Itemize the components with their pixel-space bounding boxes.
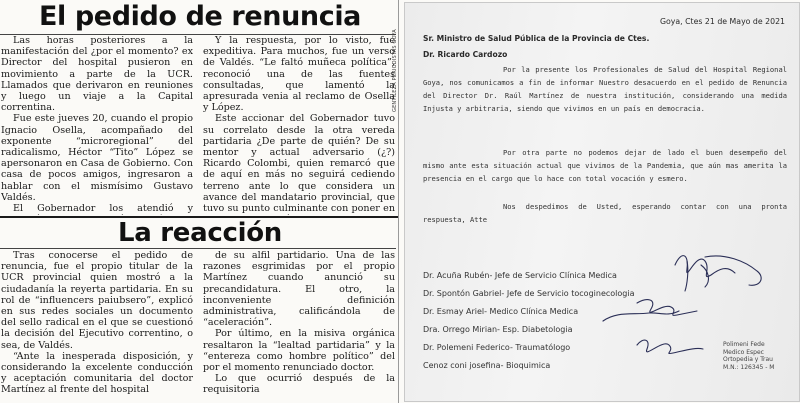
stamp-line: M.N.: 126345 - M: [723, 363, 775, 371]
paragraph: de su alfil partidario. Una de las razones esgrimidas por el propio Martínez cuando anunció su precandidatura. El otro, la inconveniente definición administrativa, calificándola de “aceleración”.: [203, 250, 395, 329]
paragraph: “Ante la inesperada disposición, y considerando la excelente conducción y aceptación comunitaria del doctor Martínez al frente del hospital: [1, 350, 193, 396]
stamp-line: Ortopedia y Trau: [723, 356, 773, 363]
doctor-stamp: [723, 341, 793, 371]
signer-1: Dr. Acuña Rubén- Jefe de Servicio Clínica Medica: [423, 271, 617, 280]
signer-6: Cenoz coni josefina- Bioquimica: [423, 361, 551, 370]
paragraph: El Gobernador los atendió y: [13, 203, 193, 215]
letter-text: Por otra parte no podemos dejar de lado el buen desempeño del mismo ante esta situación actual que vivimos de la Pandemia, que aún mas amerita la presencia en el cargo que lo hace con total vocación y esmero.: [423, 148, 787, 183]
paragraph: Fue este jueves 20, cuando el propio Ignacio Osella, acompañado del exponente “microregional” del radicalismo, Héctor “Tito” López se apersonaron en Casa de Gobierno. Con casa de pocos amigos, ingresaron a hablar con el mismísimo Gustavo Valdés.: [1, 113, 193, 203]
photo-credit-strip: GENTILEZA PERIODISTAS GOYA: [392, 29, 398, 112]
signer-5: Dr. Polemeni Federico- Traumatólogo: [423, 343, 571, 352]
article2-column1: [1, 250, 193, 403]
article1-column2: [203, 35, 395, 215]
signer-2: Dr. Spontón Gabriel- Jefe de Servicio tocoginecologia: [423, 289, 635, 298]
letter-photo: [404, 2, 800, 402]
letter-text: Por la presente los Profesionales de Salud del Hospital Regional Goya, nos comunicamos a fin de informar Nuestro desacuerdo en el pedido de Renuncia del Director Dr. Raúl Martínez de nuestra institución, considerando una medida Injusta y arbitraria, siendo que vivimos en un país en democracia.: [423, 65, 787, 113]
letter-doctor: Dr. Ricardo Cardozo: [423, 50, 508, 59]
stamp-line: Medico Espec: [723, 348, 764, 356]
headline-pedido-de-renuncia: El pedido de renuncia: [38, 1, 361, 32]
letter-addressee: Sr. Ministro de Salud Pública de la Provincia de Ctes.: [423, 34, 650, 43]
paragraph: Este accionar del Gobernador tuvo su correlato desde la otra vereda partidaria ¿De parte de quién? De su mentor y actual adversario (¿?) Ricardo Colombi, quien remarcó que de aquí en más no seguirá cediendo terreno ante lo que considera un avance del mandatario provincial, que tuvo su punto culminante con poner en: [203, 113, 395, 215]
article2-column2: [203, 250, 395, 403]
paragraph: Por último, en la misiva orgánica resaltaron la “lealtad partidaria” y la “entereza como hombre político” del por el momento renunciado doctor.: [203, 328, 395, 374]
headline-la-reaccion: La reacción: [118, 218, 282, 248]
article1-column1: [1, 35, 193, 215]
paragraph: Lo que ocurrió después de la requisitoria: [203, 373, 395, 396]
paragraph: Tras conocerse el pedido de renuncia, fue el propio titular de la UCR provincial quien mostró a la ciudadanía la reyerta partidaria. En su rol de “influencers paiubsero”, explicó en sus redes sociales un documento del sello radical en el que se cuestionó la decisión del Ejecutivo correntino, o sea, de Valdés.: [1, 250, 193, 351]
signer-3: Dr. Esmay Ariel- Medico Clínica Medica: [423, 307, 579, 316]
letter-date: Goya, Ctes 21 de Mayo de 2021: [659, 17, 785, 26]
headline-underline: [0, 248, 396, 249]
paragraph: Y la respuesta, por lo visto, fue expeditiva. Para muchos, fue un verso de Valdés. “Le faltó muñeca política”, reconoció una de las fuentes consultadas, que lamentó la apresurada venia al reclamo de Osella y López.: [203, 35, 395, 114]
letter-text: Nos despedimos de Usted, esperando contar con una pronta respuesta, Atte: [423, 202, 787, 224]
paragraph: Las horas posteriores a la manifestación del ¿por el momento? ex Director del hospital pusieron en movimiento a parte de la UCR. Llamados que derivaron en reuniones y luego un viaje a la Capital correntina.: [1, 35, 193, 114]
signer-4: Dra. Orrego Mirian- Esp. Diabetologia: [423, 325, 573, 334]
stamp-line: Polimeni Fede: [723, 341, 765, 348]
